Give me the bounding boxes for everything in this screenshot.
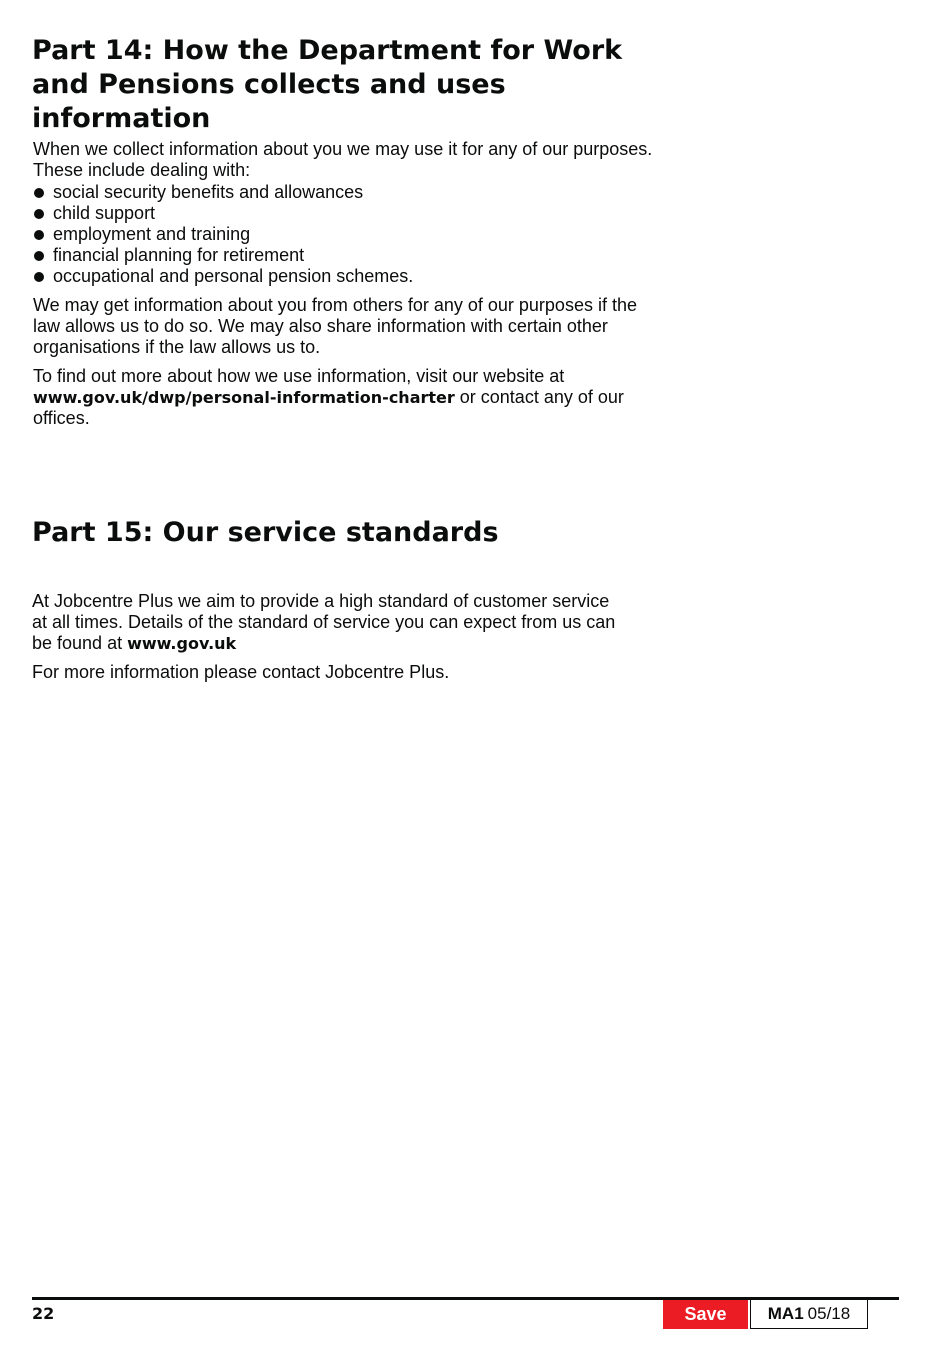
form-code: MA1 [767, 1304, 804, 1323]
form-reference [750, 1300, 868, 1329]
page-number: 22 [32, 1304, 55, 1323]
part-15-heading: Part 15: Our service standards [32, 517, 499, 548]
list-item: employment and training [33, 224, 653, 245]
website-tail-text: or contact any of our offices. [33, 387, 624, 428]
contact-paragraph: For more information please contact Jobcentre Plus. [32, 662, 450, 682]
list-item: occupational and personal pension schemes. [33, 266, 653, 287]
personal-information-charter-link[interactable]: www.gov.uk/dwp/personal-information-charter [33, 388, 455, 407]
website-paragraph [33, 366, 673, 429]
information-sharing-paragraph: We may get information about you from others for any of our purposes if the law allows us to do so. We may also share information with certain other organisations if the law allows us to. [33, 295, 637, 357]
intro-line-2: These include dealing with: [33, 160, 251, 180]
part-14-heading: Part 14: How the Department for Work and Pensions collects and uses information [32, 35, 623, 134]
service-standards-paragraph [32, 591, 617, 654]
purposes-list [33, 182, 653, 287]
form-date: 05/18 [807, 1304, 851, 1323]
service-standards-text: At Jobcentre Plus we aim to provide a high standard of customer service at all times. Details of the standard of service you can expect from us can be found at [32, 591, 616, 653]
part-14-intro [33, 139, 673, 181]
intro-line-1: When we collect information about you we may use it for any of our purposes. [33, 139, 653, 159]
gov-uk-link[interactable]: www.gov.uk [127, 634, 237, 653]
list-item: child support [33, 203, 653, 224]
list-item: financial planning for retirement [33, 245, 653, 266]
save-button[interactable]: Save [663, 1300, 748, 1329]
list-item: social security benefits and allowances [33, 182, 653, 203]
website-intro-text: To find out more about how we use information, visit our website at [33, 366, 565, 386]
